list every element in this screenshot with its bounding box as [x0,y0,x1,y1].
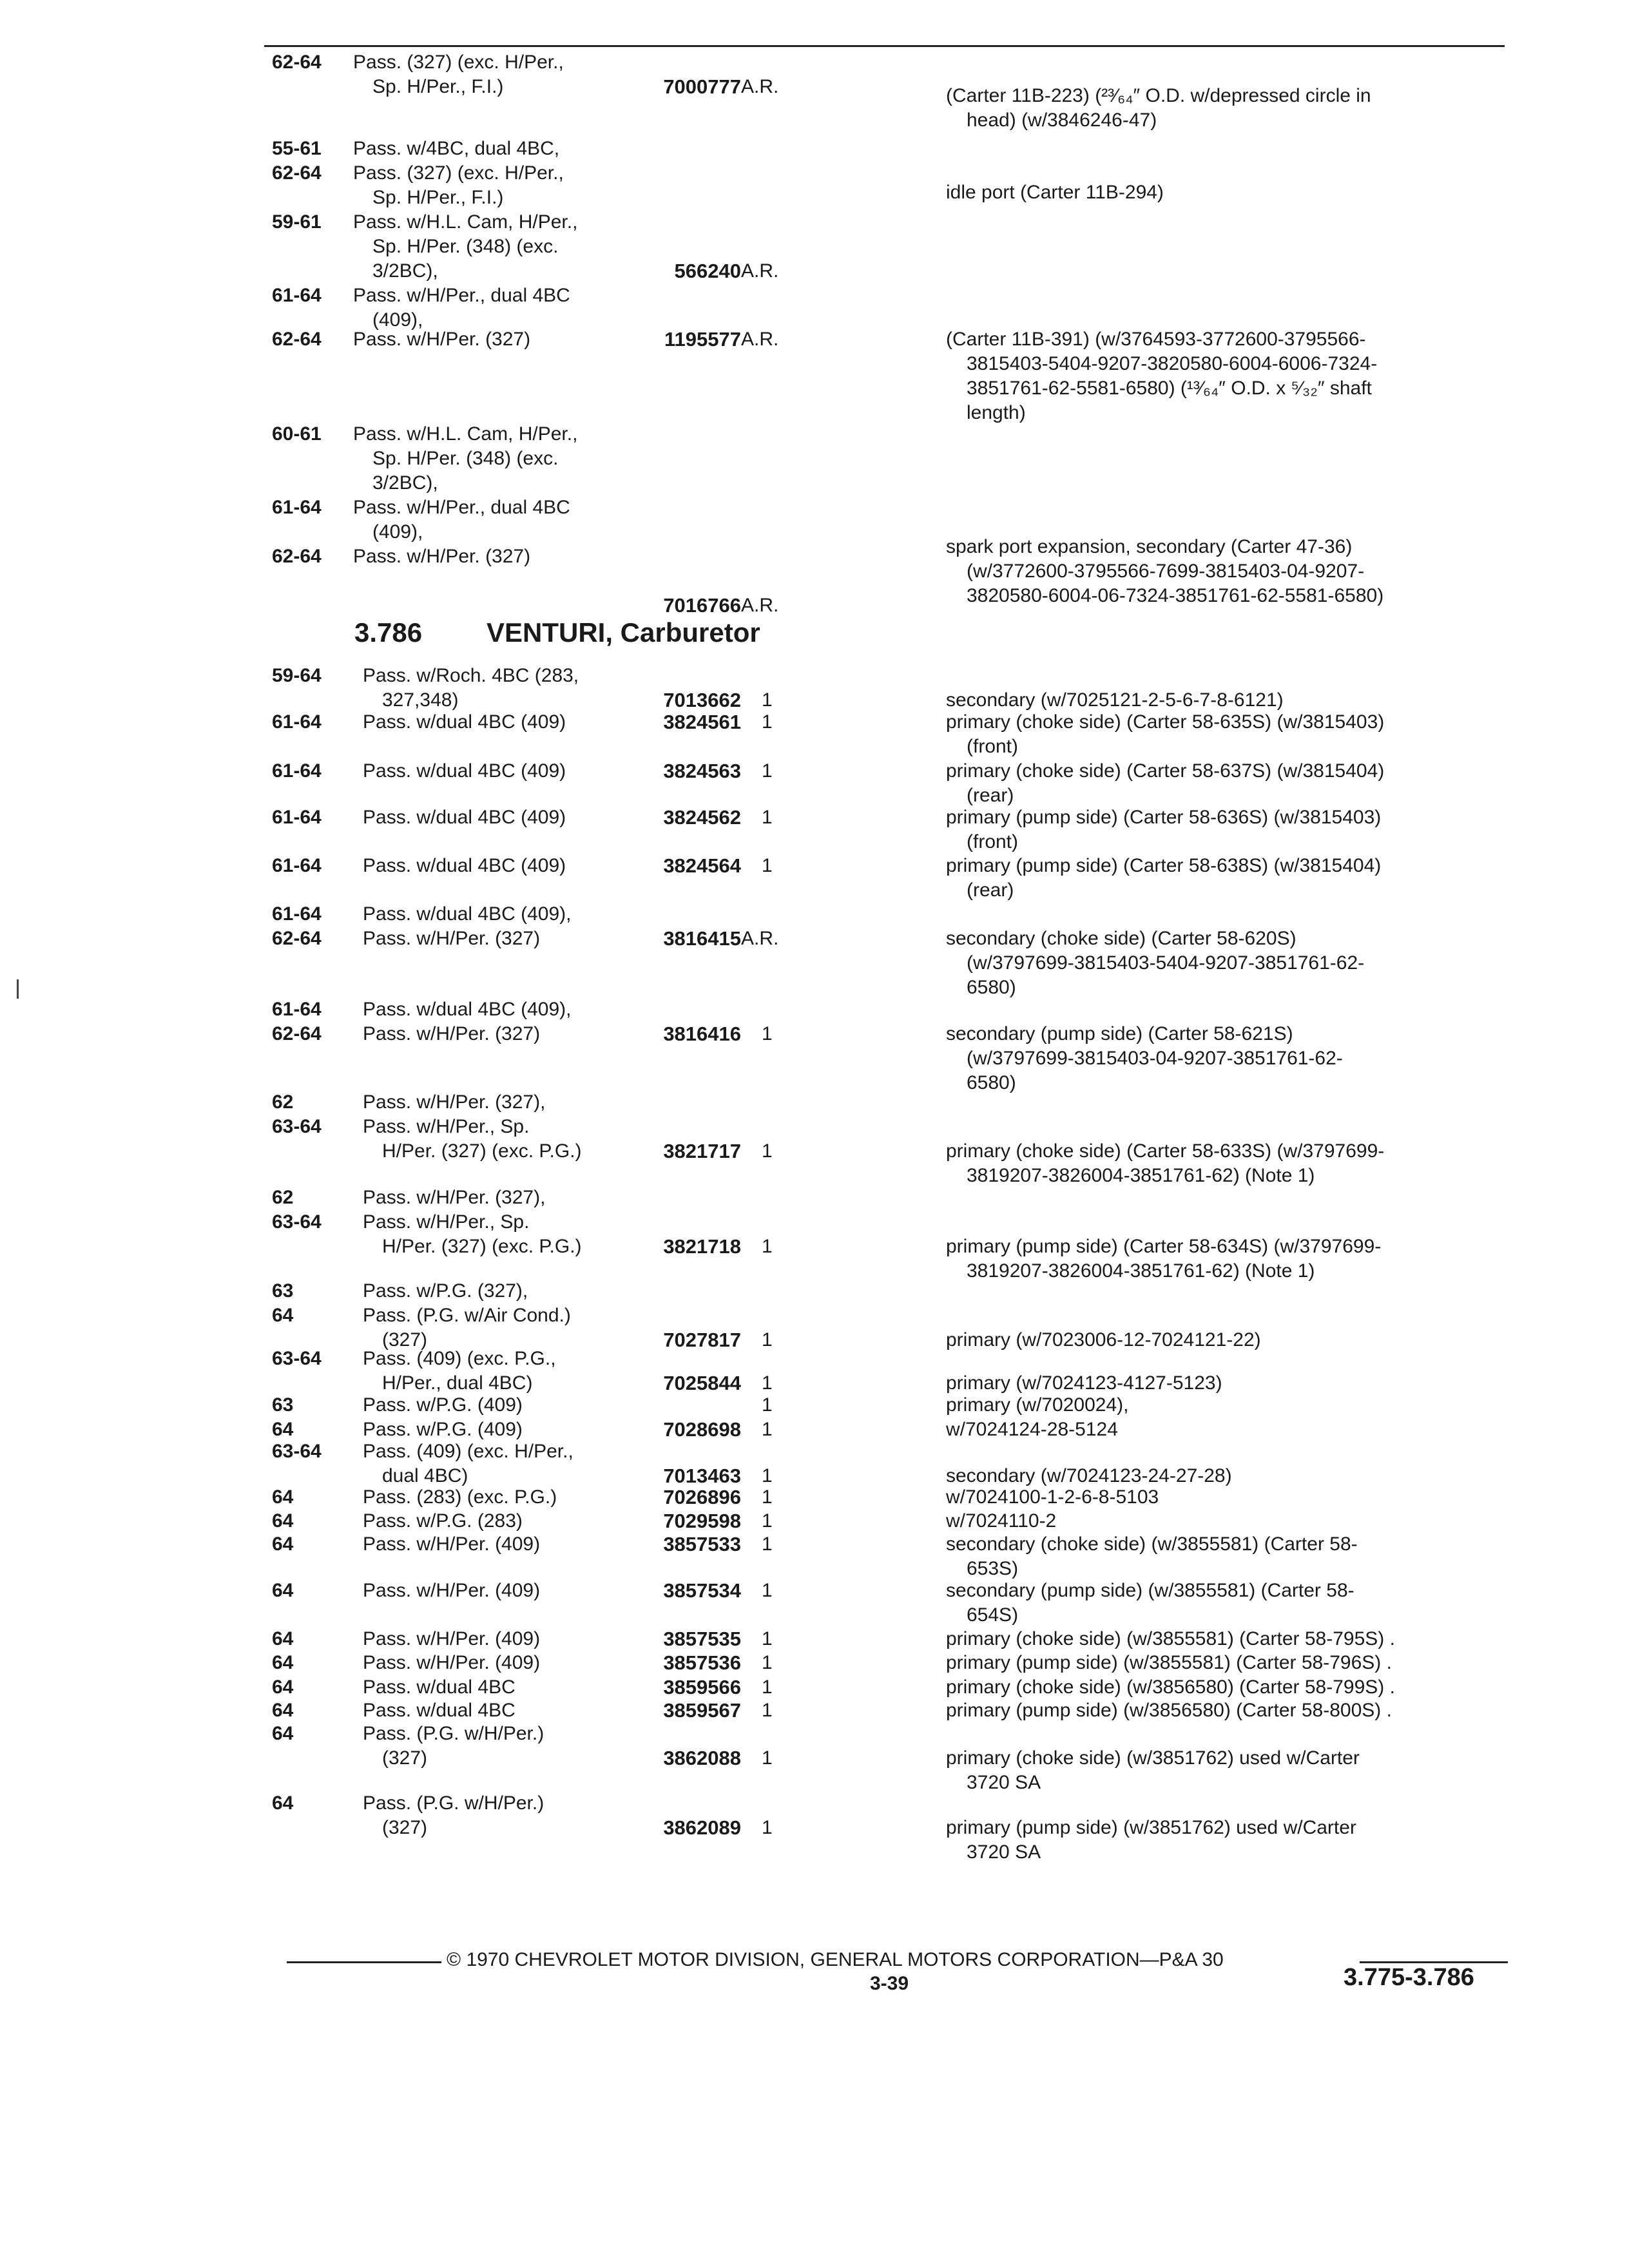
part-description: primary (pump side) (Carter 58-636S) (w/3815403) [946,807,1382,828]
model-description: Pass. w/H/Per., Sp. [363,1116,530,1137]
part-number: 3824561 [663,711,741,733]
model-year: 55-61 [272,138,322,159]
part-number: 3821717 [663,1140,741,1162]
model-description: Pass. w/dual 4BC (409), [363,903,572,925]
model-description: 3/2BC), [372,472,438,494]
part-description: 3815403-5404-9207-3820580-6004-6006-7324- [967,353,1378,374]
model-description: Pass. w/dual 4BC (409) [363,807,566,828]
model-year: 62-64 [272,329,322,350]
model-description: Pass. w/dual 4BC [363,1677,516,1698]
quantity: 1 [762,1677,773,1698]
model-year: 63 [272,1280,294,1302]
model-description: Pass. (P.G. w/H/Per.) [363,1723,545,1744]
model-description: (327) [382,1817,428,1838]
model-description: Pass. (409) (exc. P.G., [363,1348,556,1369]
model-year: 64 [272,1419,294,1440]
part-description: 3720 SA [967,1841,1041,1863]
part-number: 3862088 [663,1747,741,1769]
model-description: (409), [372,521,423,543]
part-description: secondary (choke side) (w/3855581) (Carter 58- [946,1533,1358,1555]
model-description: Pass. w/P.G. (409) [363,1419,523,1440]
part-description: w/7024110-2 [946,1510,1057,1532]
part-description: 3820580-6004-06-7324-3851761-62-5581-6580) [967,585,1384,606]
model-description: Pass. w/H/Per. (327) [363,928,541,949]
model-description: Pass. w/dual 4BC (409), [363,999,572,1020]
quantity: 1 [762,1140,773,1162]
page-number: 3-39 [870,1973,909,1994]
part-number: 566240 [674,260,741,282]
quantity: 1 [762,1628,773,1649]
model-description: Pass. w/H/Per. (327), [363,1187,546,1208]
part-description: 6580) [967,977,1016,998]
quantity: 1 [762,1372,773,1394]
model-year: 61-64 [272,807,322,828]
part-description: primary (choke side) (Carter 58-637S) (w/3815404) [946,760,1385,782]
part-description: primary (choke side) (Carter 58-635S) (w/3815403) [946,711,1385,733]
section-number: 3.786 [354,617,423,648]
model-description: Pass. w/H/Per. (409) [363,1533,541,1555]
quantity: 1 [762,760,773,782]
quantity: 1 [762,1747,773,1769]
model-description: Pass. w/dual 4BC (409) [363,711,566,733]
model-year: 64 [272,1792,294,1814]
model-description: Sp. H/Per. (348) (exc. [372,448,559,469]
quantity: A.R. [741,76,779,97]
part-description: (rear) [967,879,1014,901]
model-year: 59-61 [272,211,322,233]
model-description: Pass. w/dual 4BC (409) [363,855,566,876]
model-year: 64 [272,1628,294,1649]
part-number: 7000777 [663,75,741,98]
quantity: 1 [762,1580,773,1601]
model-description: Pass. w/H.L. Cam, H/Per., [353,423,578,445]
model-description: Pass. w/4BC, dual 4BC, [353,138,560,159]
model-description: Pass. w/dual 4BC [363,1700,516,1721]
footer-copyright: © 1970 CHEVROLET MOTOR DIVISION, GENERAL MOTORS CORPORATION—P&A 30 [447,1949,1224,1970]
model-description: 327,348) [382,689,459,711]
model-description: Pass. w/H/Per., Sp. [363,1211,530,1233]
model-year: 64 [272,1533,294,1555]
section-heading [354,617,760,648]
quantity: 1 [762,1394,773,1416]
model-year: 62-64 [272,1023,322,1044]
model-year: 61-64 [272,855,322,876]
part-description: 6580) [967,1072,1016,1093]
quantity: A.R. [741,260,779,282]
model-year: 61-64 [272,285,322,306]
model-year: 64 [272,1305,294,1326]
footer-rule-right [1360,1961,1508,1963]
model-description: Pass. w/H/Per. (409) [363,1628,541,1649]
part-description: w/7024124-28-5124 [946,1419,1118,1440]
part-number: 3857536 [663,1651,741,1674]
part-number: 1195577 [664,328,741,351]
part-description: w/7024100-1-2-6-8-5103 [946,1486,1159,1508]
part-description: primary (pump side) (Carter 58-634S) (w/3797699- [946,1236,1382,1257]
model-description: Pass. (409) (exc. H/Per., [363,1441,574,1462]
part-number: 3824564 [663,854,741,877]
part-description: primary (choke side) (Carter 58-633S) (w/3797699- [946,1140,1385,1162]
model-year: 62-64 [272,546,322,567]
part-number: 3862089 [663,1816,741,1839]
model-description: H/Per. (327) (exc. P.G.) [382,1236,582,1257]
model-description: Pass. (327) (exc. H/Per., [353,162,564,184]
part-description: secondary (choke side) (Carter 58-620S) [946,928,1296,949]
part-description: length) [967,402,1026,423]
model-description: Sp. H/Per., F.I.) [372,187,504,208]
model-description: Pass. w/H/Per. (327) [363,1023,541,1044]
quantity: 1 [762,1486,773,1508]
model-year: 64 [272,1510,294,1532]
model-year: 64 [272,1486,294,1508]
model-year: 61-64 [272,760,322,782]
model-year: 63 [272,1394,294,1416]
model-description: Pass. (P.G. w/H/Per.) [363,1792,545,1814]
quantity: 1 [762,1236,773,1257]
section-title: VENTURI, Carburetor [487,617,760,648]
part-description: (w/3797699-3815403-04-9207-3851761-62- [967,1048,1343,1069]
quantity: 1 [762,689,773,711]
part-number: 3816416 [663,1023,741,1045]
model-description: 3/2BC), [372,260,438,282]
model-description: Pass. w/H/Per., dual 4BC [353,497,570,518]
part-description: 653S) [967,1558,1019,1579]
model-year: 64 [272,1580,294,1601]
quantity: A.R. [741,595,779,616]
part-number: 3857535 [663,1628,741,1650]
part-description: head) (w/3846246-47) [967,110,1157,131]
quantity: 1 [762,1023,773,1044]
part-number: 3824563 [663,760,741,782]
model-year: 61-64 [272,497,322,518]
model-year: 62 [272,1187,294,1208]
model-description: dual 4BC) [382,1465,468,1486]
model-description: Pass. w/H/Per. (409) [363,1652,541,1673]
part-description: (front) [967,831,1019,852]
footer [287,1947,1511,1973]
model-year: 59-64 [272,665,322,686]
part-description: 3720 SA [967,1772,1041,1793]
model-year: 60-61 [272,423,322,445]
model-description: Pass. w/P.G. (283) [363,1510,523,1532]
part-description: (w/3797699-3815403-5404-9207-3851761-62- [967,952,1365,974]
part-number: 7016766 [663,594,741,617]
part-description: (front) [967,736,1019,757]
part-description: 3819207-3826004-3851761-62) (Note 1) [967,1260,1315,1282]
part-number: 3824562 [663,806,741,829]
model-year: 62 [272,1091,294,1113]
model-year: 64 [272,1677,294,1698]
part-description: primary (pump side) (w/3855581) (Carter 58-796S) . [946,1652,1392,1673]
part-description: 3851761-62-5581-6580) (¹³⁄₆₄″ O.D. x ⁵⁄₃₂″ shaft [967,378,1372,399]
quantity: 1 [762,1329,773,1350]
part-number: 3816415 [663,927,741,950]
model-year: 63-64 [272,1116,322,1137]
model-description: H/Per., dual 4BC) [382,1372,533,1394]
model-description: Pass. w/H/Per. (327) [353,546,531,567]
part-description: primary (choke side) (w/3851762) used w/Carter [946,1747,1360,1769]
model-description: H/Per. (327) (exc. P.G.) [382,1140,582,1162]
model-description: Pass. (P.G. w/Air Cond.) [363,1305,571,1326]
model-description: Pass. w/H/Per. (327) [353,329,531,350]
quantity: 1 [762,1700,773,1721]
part-number: 7013463 [663,1465,741,1487]
model-description: (409), [372,309,423,331]
page-range: 3.775-3.786 [1344,1964,1474,1991]
part-description: primary (w/7020024), [946,1394,1129,1416]
quantity: 1 [762,1510,773,1532]
model-year: 61-64 [272,999,322,1020]
part-description: (Carter 11B-391) (w/3764593-3772600-3795566- [946,329,1366,350]
model-description: Pass. w/H/Per. (327), [363,1091,546,1113]
model-description: Pass. w/H/Per., dual 4BC [353,285,570,306]
part-description: secondary (pump side) (Carter 58-621S) [946,1023,1293,1044]
model-description: Pass. (327) (exc. H/Per., [353,52,564,73]
quantity: 1 [762,855,773,876]
part-description: primary (pump side) (Carter 58-638S) (w/3815404) [946,855,1382,876]
part-number: 7028698 [663,1418,741,1441]
model-year: 61-64 [272,711,322,733]
part-description: primary (w/7023006-12-7024121-22) [946,1329,1261,1350]
part-number: 3857533 [663,1533,741,1555]
model-year: 62-64 [272,52,322,73]
quantity: 1 [762,1533,773,1555]
part-description: 654S) [967,1604,1019,1626]
part-description: secondary (w/7025121-2-5-6-7-8-6121) [946,689,1284,711]
scan-mark [17,979,19,999]
part-number: 7029598 [663,1510,741,1532]
part-description: primary (choke side) (w/3855581) (Carter 58-795S) . [946,1628,1395,1649]
part-number: 3857534 [663,1579,741,1602]
model-description: Sp. H/Per. (348) (exc. [372,236,559,257]
part-description: primary (pump side) (w/3851762) used w/Carter [946,1817,1356,1838]
part-number: 3859566 [663,1676,741,1698]
part-number: 3859567 [663,1699,741,1722]
model-year: 63-64 [272,1441,322,1462]
model-description: Pass. w/Roch. 4BC (283, [363,665,579,686]
model-year: 64 [272,1723,294,1744]
part-description: primary (choke side) (w/3856580) (Carter 58-799S) . [946,1677,1395,1698]
model-year: 64 [272,1652,294,1673]
model-description: (327) [382,1747,428,1769]
part-number: 7027817 [663,1329,741,1351]
part-number: 7025844 [663,1372,741,1394]
model-description: Sp. H/Per., F.I.) [372,76,504,97]
model-description: Pass. (283) (exc. P.G.) [363,1486,557,1508]
model-description: Pass. w/dual 4BC (409) [363,760,566,782]
model-description: Pass. w/P.G. (409) [363,1394,523,1416]
top-rule [264,45,1505,47]
footer-rule-left [287,1961,441,1963]
model-year: 62-64 [272,162,322,184]
part-description: idle port (Carter 11B-294) [946,182,1164,203]
part-description: secondary (pump side) (w/3855581) (Carter 58- [946,1580,1354,1601]
model-description: Pass. w/H/Per. (409) [363,1580,541,1601]
part-number: 3821718 [663,1235,741,1258]
part-description: 3819207-3826004-3851761-62) (Note 1) [967,1165,1315,1186]
quantity: 1 [762,1465,773,1486]
model-year: 63-64 [272,1348,322,1369]
quantity: A.R. [741,928,779,949]
quantity: 1 [762,1817,773,1838]
part-number: 7026896 [663,1486,741,1508]
model-description: Pass. w/H.L. Cam, H/Per., [353,211,578,233]
quantity: 1 [762,1419,773,1440]
model-year: 63-64 [272,1211,322,1233]
quantity: 1 [762,807,773,828]
model-description: (327) [382,1329,428,1350]
model-year: 62-64 [272,928,322,949]
part-description: (Carter 11B-223) (²³⁄₆₄″ O.D. w/depressed circle in [946,85,1371,106]
quantity: 1 [762,711,773,733]
part-description: secondary (w/7024123-24-27-28) [946,1465,1232,1486]
model-year: 61-64 [272,903,322,925]
model-year: 64 [272,1700,294,1721]
quantity: 1 [762,1652,773,1673]
part-description: spark port expansion, secondary (Carter 47-36) [946,536,1353,557]
quantity: A.R. [741,329,779,350]
part-description: primary (pump side) (w/3856580) (Carter 58-800S) . [946,1700,1392,1721]
part-description: primary (w/7024123-4127-5123) [946,1372,1222,1394]
part-description: (rear) [967,785,1014,806]
part-number: 7013662 [663,689,741,711]
part-description: (w/3772600-3795566-7699-3815403-04-9207- [967,561,1365,582]
model-description: Pass. w/P.G. (327), [363,1280,528,1302]
